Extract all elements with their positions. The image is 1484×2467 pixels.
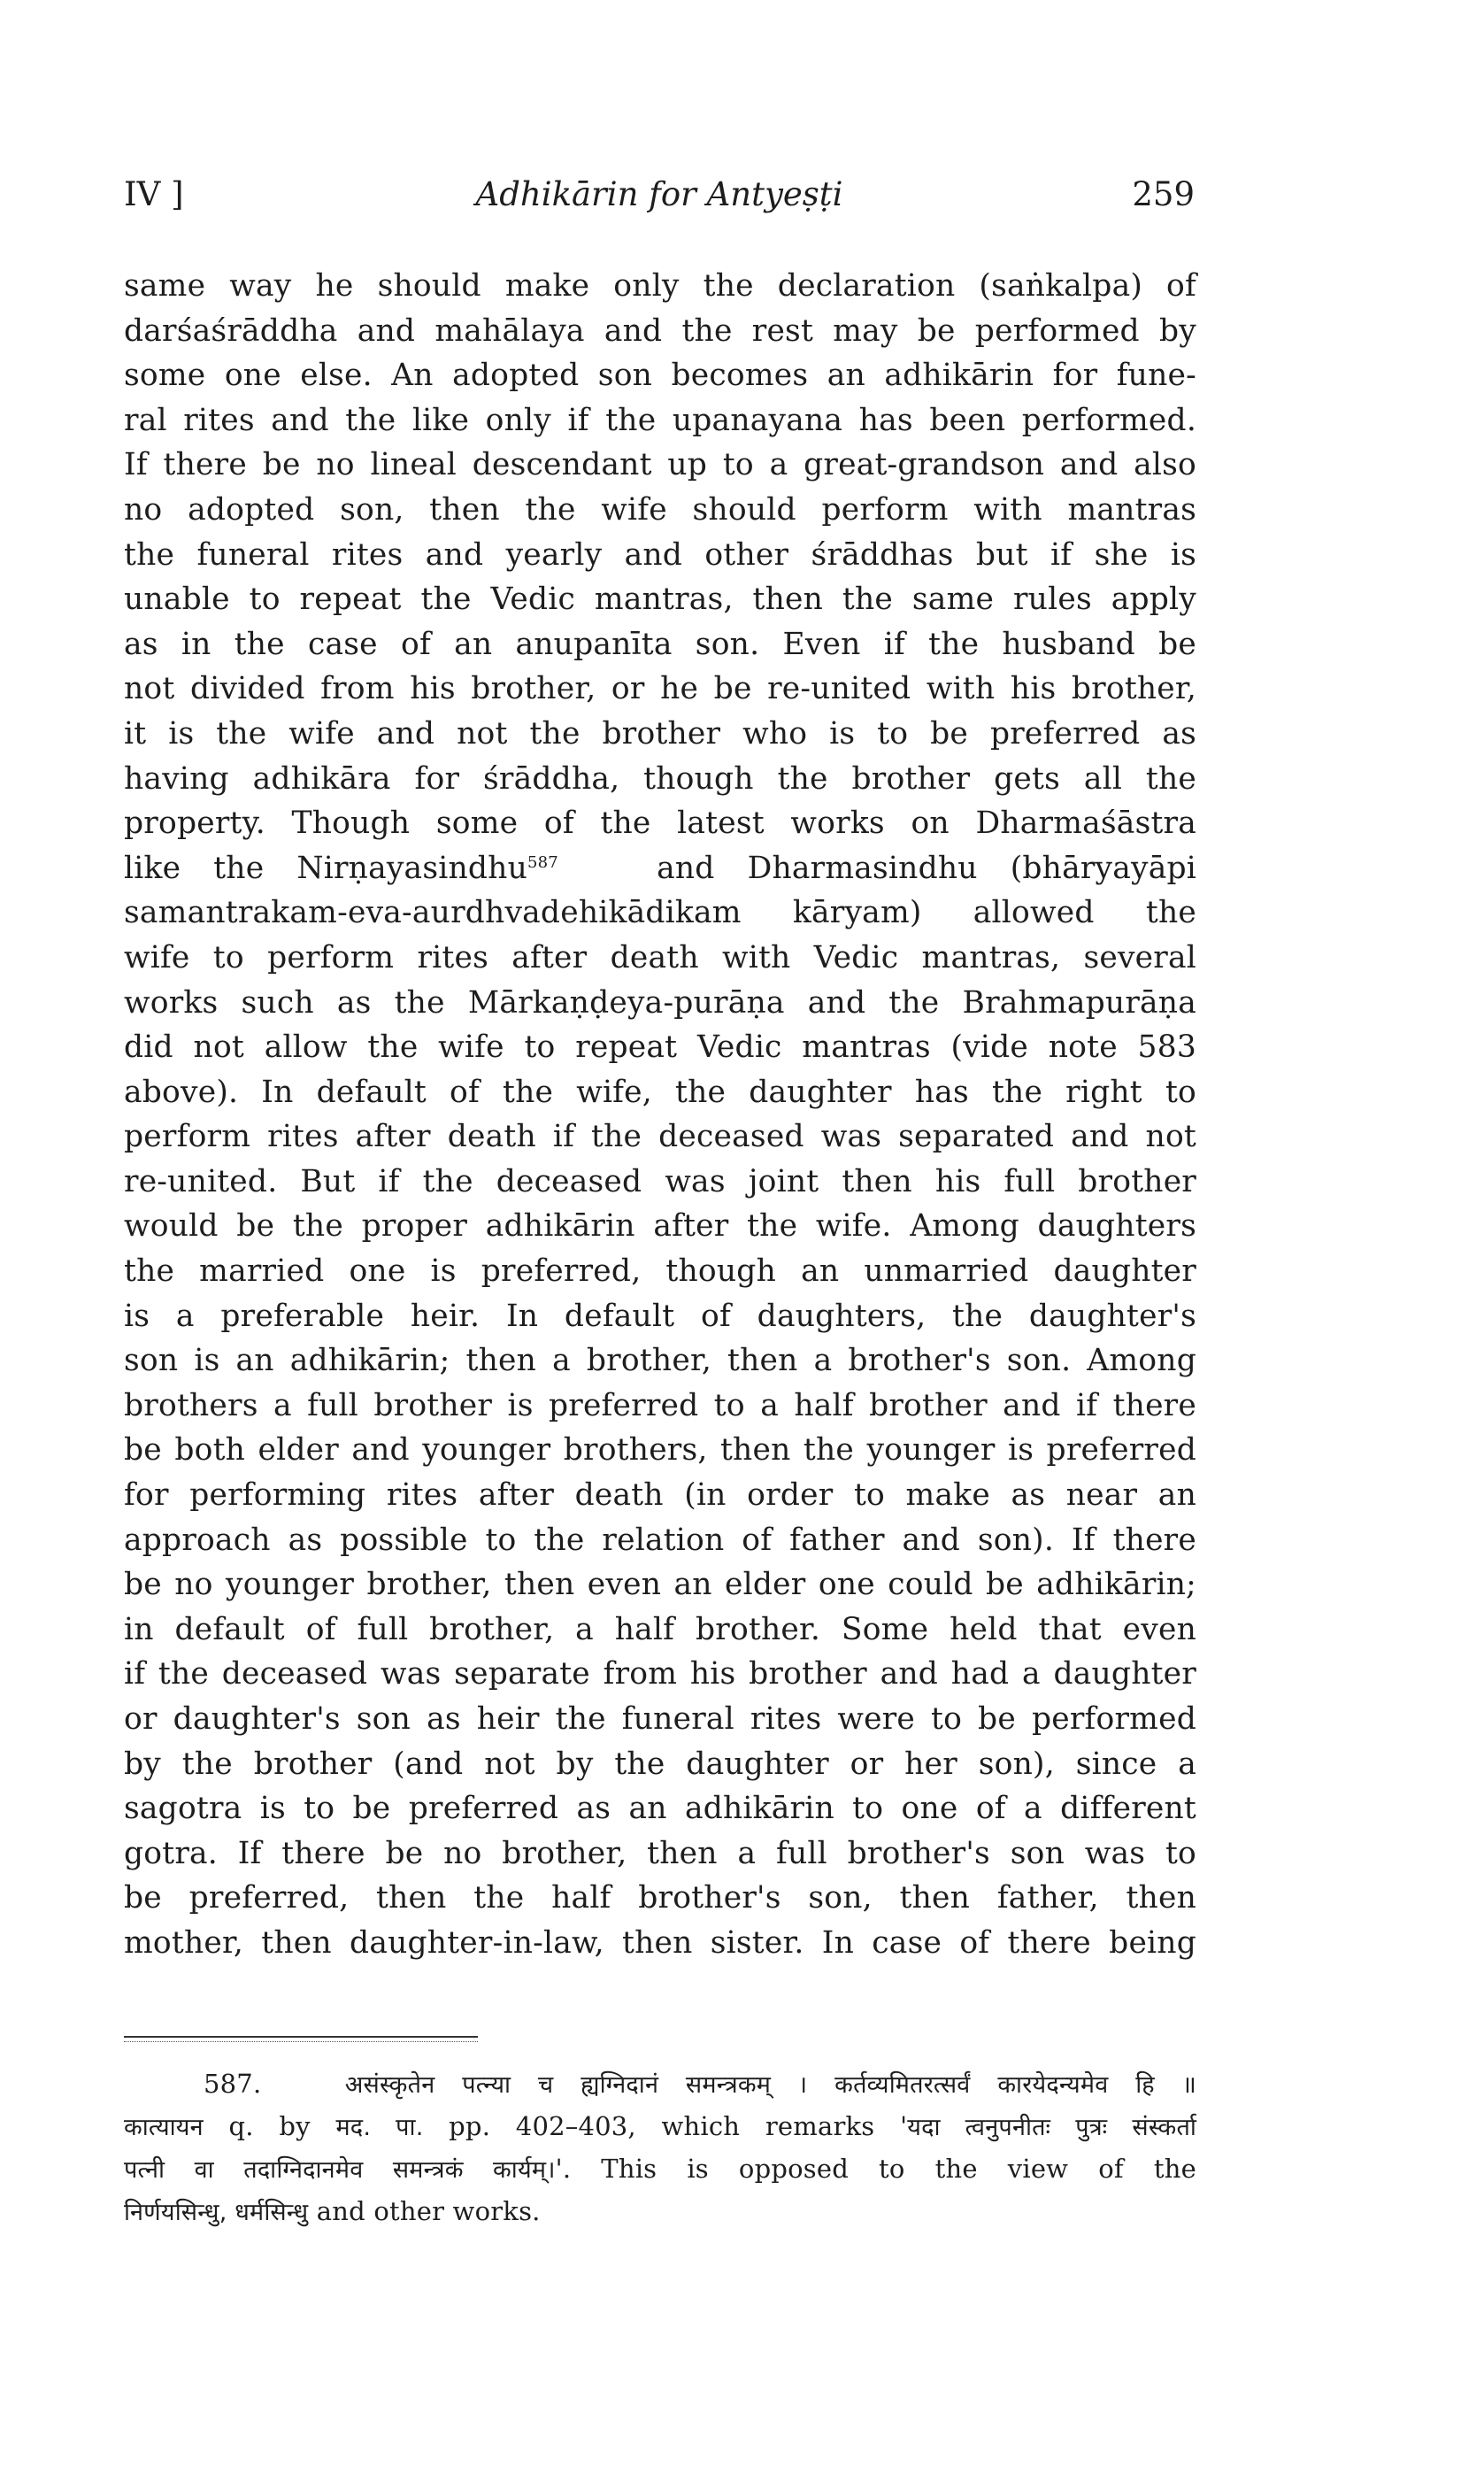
- text-line: If there be no lineal descendant up to a great-grandson and also: [124, 447, 1196, 483]
- text-line: having adhikāra for śrāddha, though the brother gets all the: [124, 760, 1196, 797]
- text-line: as in the case of an anupanīta son. Even if the husband be: [124, 626, 1196, 662]
- text-line: darśaśrāddha and mahālaya and the rest may be performed by: [124, 312, 1196, 349]
- text-line: gotra. If there be no brother, then a full brother's son was to: [124, 1835, 1196, 1871]
- page-number: 259: [1132, 175, 1195, 213]
- body-text: [124, 264, 1196, 1966]
- text-line: not divided from his brother, or he be re-united with his brother,: [124, 671, 1196, 707]
- text-line: no adopted son, then the wife should perform with mantras: [124, 491, 1196, 528]
- text-line: the funeral rites and yearly and other śrāddhas but if she is: [124, 536, 1196, 573]
- text-line: the married one is preferred, though an unmarried daughter: [124, 1253, 1196, 1290]
- text-line: or daughter's son as heir the funeral rites were to be performed: [124, 1701, 1196, 1737]
- text-line: it is the wife and not the brother who is to be preferred as: [124, 715, 1196, 752]
- text-line: property. Though some of the latest works on Dharmaśāstra: [124, 806, 1196, 842]
- text-line: son is an adhikārin; then a brother, then a brother's son. Among: [124, 1343, 1196, 1379]
- page-header: [124, 175, 1195, 228]
- text-line: is a preferable heir. In default of daughters, the daughter's: [124, 1298, 1196, 1334]
- footnote-text: pp. 402–403, which remarks ': [449, 2111, 908, 2141]
- footnote-sanskrit: निर्णयसिन्धु, धर्मसिन्धु: [124, 2199, 309, 2226]
- footnote-587: [124, 2062, 1196, 2232]
- text-line: approach as possible to the relation of father and son). If there: [124, 1522, 1196, 1558]
- footnote-sanskrit: यदा त्वनुपनीतः पुत्रः संस्कर्ता: [907, 2114, 1197, 2141]
- chapter-marker: IV ]: [124, 175, 184, 213]
- text-fragment: and Dharmasindhu (bhāryayāpi: [657, 850, 1196, 886]
- text-line: above). In default of the wife, the daughter has the right to: [124, 1074, 1196, 1110]
- text-line: perform rites after death if the deceased was separated and not: [124, 1119, 1196, 1155]
- text-line: unable to repeat the Vedic mantras, then the same rules apply: [124, 582, 1196, 618]
- text-fragment: like the Nirṇayasindhu: [124, 850, 527, 886]
- text-line: be no younger brother, then even an elder one could be adhikārin;: [124, 1567, 1196, 1603]
- text-line: brothers a full brother is preferred to a half brother and if there: [124, 1387, 1196, 1423]
- text-line-with-footnote-ref: [124, 846, 1196, 891]
- footnote-sanskrit: पत्नी वा तदाग्निदानमेव समन्त्रकं कार्यम्।: [124, 2156, 556, 2184]
- footnote-text: q. by: [228, 2111, 311, 2141]
- footnote-sanskrit: कात्यायन: [124, 2114, 204, 2141]
- footnote-line: [124, 2062, 1196, 2105]
- footnote-line: [124, 2105, 1196, 2147]
- text-line: same way he should make only the declaration (saṅkalpa) of: [124, 268, 1196, 304]
- text-line: in default of full brother, a half brother. Some held that even: [124, 1611, 1196, 1647]
- footnote-text: '. This is opposed to the view of the: [555, 2154, 1197, 2184]
- footnote-reference[interactable]: 587: [527, 852, 558, 872]
- footnote-sanskrit: मद. पा.: [335, 2114, 424, 2141]
- text-line: sagotra is to be preferred as an adhikārin to one of a different: [124, 1791, 1196, 1827]
- footnote-line: [124, 2190, 1196, 2232]
- text-line: some one else. An adopted son becomes an adhikārin for fune-: [124, 358, 1196, 394]
- text-line: wife to perform rites after death with Vedic mantras, several: [124, 939, 1196, 975]
- footnote-line: [124, 2147, 1196, 2190]
- text-line: works such as the Mārkaṇḍeya-purāṇa and the Brahmapurāṇa: [124, 984, 1196, 1021]
- text-line: would be the proper adhikārin after the wife. Among daughters: [124, 1208, 1196, 1245]
- text-line: re-united. But if the deceased was joint then his full brother: [124, 1163, 1196, 1199]
- footnote-separator: [124, 2036, 478, 2042]
- text-line: did not allow the wife to repeat Vedic mantras (vide note 583: [124, 1029, 1196, 1066]
- footnote-sanskrit: असंस्कृतेन पत्न्या च ह्यग्निदानं समन्त्रकम् । कर्तव्यमितरत्सर्वं कारयेदन्यमेव हि ॥: [344, 2071, 1196, 2099]
- text-line: samantrakam-eva-aurdhvadehikādikam kāryam) allowed the: [124, 895, 1196, 931]
- running-title: Adhikārin for Antyeṣṭi: [475, 175, 843, 213]
- text-line: ral rites and the like only if the upanayana has been performed.: [124, 402, 1196, 438]
- footnote-text: and other works.: [316, 2196, 541, 2226]
- footnote-number: 587.: [204, 2069, 262, 2099]
- text-line: by the brother (and not by the daughter or her son), since a: [124, 1746, 1196, 1782]
- text-line: be both elder and younger brothers, then the younger is preferred: [124, 1432, 1196, 1469]
- text-line: if the deceased was separate from his brother and had a daughter: [124, 1656, 1196, 1692]
- text-line: mother, then daughter-in-law, then sister. In case of there being: [124, 1924, 1196, 1961]
- text-line: be preferred, then the half brother's son, then father, then: [124, 1880, 1196, 1916]
- text-line: for performing rites after death (in order to make as near an: [124, 1477, 1196, 1514]
